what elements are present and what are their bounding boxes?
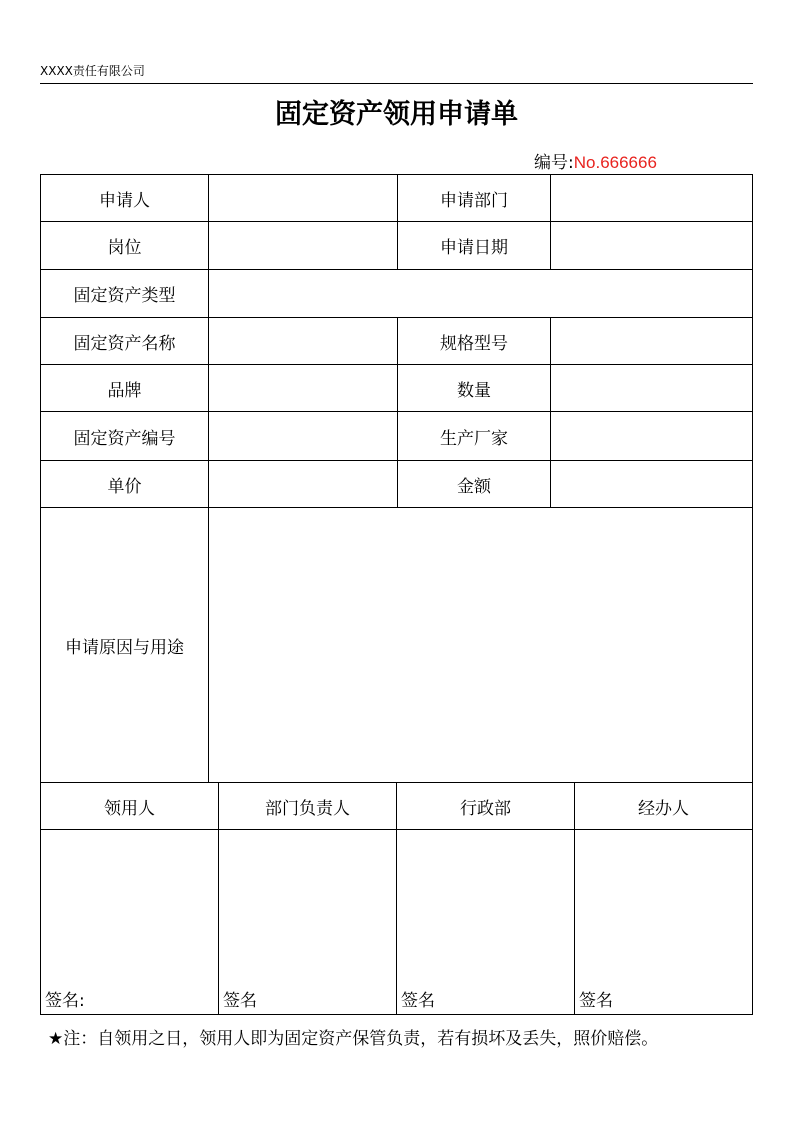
signature-box-admin-dept[interactable] [396, 829, 575, 1015]
field-applicant[interactable] [208, 174, 398, 222]
serial-value: No.666666 [573, 153, 657, 172]
label-manufacturer: 生产厂家 [397, 411, 551, 461]
label-apply-date: 申请日期 [397, 221, 551, 270]
header-handler: 经办人 [574, 782, 753, 830]
field-spec-model[interactable] [550, 317, 753, 365]
label-applicant: 申请人 [40, 174, 209, 222]
label-department: 申请部门 [397, 174, 551, 222]
field-brand[interactable] [208, 364, 398, 412]
field-asset-name[interactable] [208, 317, 398, 365]
company-name: XXXX责任有限公司 [40, 64, 145, 78]
field-reason[interactable] [208, 507, 753, 783]
label-asset-type: 固定资产类型 [40, 269, 209, 318]
label-unit-price: 单价 [40, 460, 209, 508]
label-reason: 申请原因与用途 [40, 507, 209, 783]
signature-label: 签名: [45, 991, 85, 1011]
field-quantity[interactable] [550, 364, 753, 412]
header-recipient: 领用人 [40, 782, 219, 830]
signature-label: 签名 [223, 991, 257, 1011]
signature-label: 签名 [401, 991, 435, 1011]
header-admin-dept: 行政部 [396, 782, 575, 830]
field-manufacturer[interactable] [550, 411, 753, 461]
label-asset-name: 固定资产名称 [40, 317, 209, 365]
signature-label: 签名 [579, 991, 613, 1011]
label-brand: 品牌 [40, 364, 209, 412]
field-position[interactable] [208, 221, 398, 270]
application-form [40, 174, 753, 1015]
serial-label: 编号: [534, 153, 574, 173]
label-quantity: 数量 [397, 364, 551, 412]
field-unit-price[interactable] [208, 460, 398, 508]
label-asset-no: 固定资产编号 [40, 411, 209, 461]
field-asset-no[interactable] [208, 411, 398, 461]
field-apply-date[interactable] [550, 221, 753, 270]
field-asset-type[interactable] [208, 269, 753, 318]
signature-box-dept-head[interactable] [218, 829, 397, 1015]
label-position: 岗位 [40, 221, 209, 270]
header-dept-head: 部门负责人 [218, 782, 397, 830]
serial-number [534, 148, 657, 173]
form-title: 固定资产领用申请单 [275, 99, 518, 130]
field-amount[interactable] [550, 460, 753, 508]
label-amount: 金额 [397, 460, 551, 508]
label-spec-model: 规格型号 [397, 317, 551, 365]
footnote: ★注：自领用之日，领用人即为固定资产保管负责，若有损坏及丢失，照价赔偿。 [48, 1029, 659, 1049]
signature-box-handler[interactable] [574, 829, 753, 1015]
field-department[interactable] [550, 174, 753, 222]
header-divider [40, 83, 753, 84]
signature-box-recipient[interactable] [40, 829, 219, 1015]
